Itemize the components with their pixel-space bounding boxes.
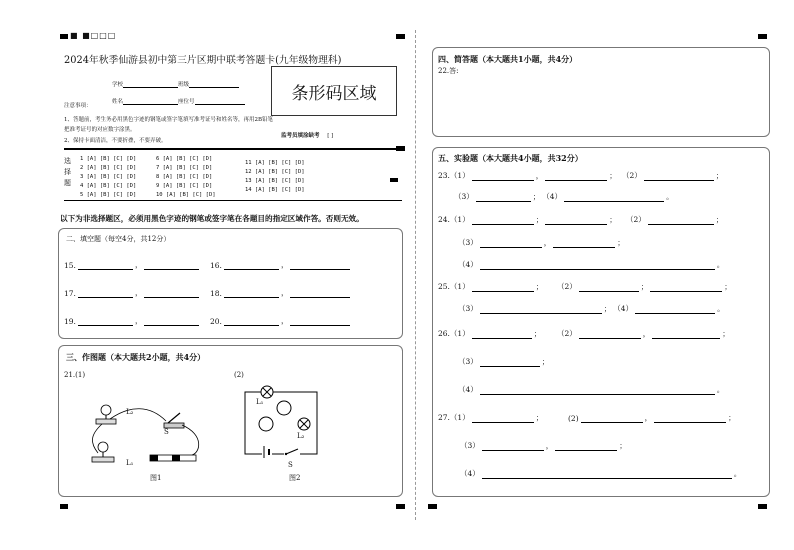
answer-25-3[interactable]: （3） ； （4） 。 [458,304,725,313]
alignment-mark [758,504,767,509]
separator [64,200,402,201]
answer-25-2[interactable]: （2） ； ； [557,282,732,291]
section-3-title: 三、作图题（本大题共2小题，共4分） [66,352,206,362]
alignment-mark [396,504,405,509]
figure-2-schematic[interactable] [240,380,330,470]
fig2-l1-label: L₁ [256,398,264,406]
fold-line [415,30,416,520]
answer-27-1[interactable]: 27.（1） ； [438,413,544,422]
alignment-mark [758,34,767,39]
figure-2-caption: 图2 [289,474,301,482]
proctor-label: 监考员填涂缺考 [ ] [281,133,334,139]
answer-24-3[interactable]: （3） ， ； [458,238,625,247]
answer-25-1[interactable]: 25.（1） ； [438,282,544,291]
barcode-area: 条形码区域 [271,66,397,116]
answer-20[interactable]: 20. ， [210,315,350,326]
answer-26-4[interactable]: （4） 。 [458,385,725,394]
separator [64,148,402,150]
answer-24-4[interactable]: （4） 。 [458,260,725,269]
choice-col-2[interactable]: 6 [A] [B] [C] [D] 7 [A] [B] [C] [D] 8 [A] [B] [C] [D] 9 [A] [B] [C] [D] 10 [A] [B] [C] [D] [156,156,216,198]
answer-27-2[interactable]: (2) ， ； [568,413,736,423]
alignment-mark [60,34,68,39]
alignment-mark [396,34,405,39]
non-choice-notice: 以下为非选择题区，必须用黑色字迹的钢笔或签字笔在各题目的指定区域作答。否则无效。 [60,214,364,223]
answer-27-3[interactable]: （3） ， ； [460,441,627,450]
fig2-l2-label: L₂ [297,432,305,440]
answer-23-1[interactable]: 23.（1） ， ； [438,171,617,180]
answer-16[interactable]: 16. ， [210,259,350,270]
fig1-l2-label: L₂ [126,408,134,416]
fig2-s-label: S [288,461,293,469]
corner-boxes: ■ ■□□□ [70,31,117,40]
page-title: 2024年秋季仙游县初中第三片区期中联考答题卡(九年级物理科) [64,55,342,66]
note-1: 1、答题前，考生务必用黑色字迹的钢笔或签字笔填写准考证号和姓名等，再用2B铅笔把准考证号的对应数字涂黑。 [64,117,274,133]
absent-checkbox[interactable]: [ ] [327,133,334,139]
notes-title: 注意事项： [64,103,92,109]
fig1-l1-label: L₁ [126,459,134,467]
answer-15[interactable]: 15. ， [64,259,199,270]
answer-23-3[interactable]: （3） ； （4） 。 [454,192,674,201]
choice-col-1[interactable]: 1 [A] [B] [C] [D] 2 [A] [B] [C] [D] 3 [A] [B] [C] [D] 4 [A] [B] [C] [D] 5 [A] [B] [C] [D] [80,156,137,198]
answer-26-2[interactable]: （2） ， ； [557,329,730,338]
q22-label[interactable]: 22.答: [438,67,459,75]
answer-17[interactable]: 17. ， [64,287,199,298]
choice-label: 选 择 题 [64,157,71,187]
alignment-mark [60,504,68,509]
fig1-s-label: S [164,428,169,436]
q21-part2-label: (2) [234,371,244,379]
section-2-title: 二、填空题（每空4分，共12分） [66,235,171,243]
answer-26-1[interactable]: 26.（1） ； [438,329,542,338]
school-field[interactable]: 学校 班级 [112,80,239,88]
answer-26-3[interactable]: （3） ； [458,357,550,366]
answer-23-2[interactable]: （2） ； [622,171,724,180]
note-2: 2、保持卡面清洁，不要折叠，不要弄破。 [64,138,167,144]
answer-27-4[interactable]: （4） 。 [460,469,742,478]
answer-24-2[interactable]: （2） ； [626,215,724,224]
name-field[interactable]: 姓名 座位号 [112,97,245,105]
figure-1-circuit[interactable] [80,395,210,470]
section-5-title: 五、实验题（本大题共4小题，共32分） [438,153,583,163]
alignment-mark [390,178,398,182]
alignment-mark [428,504,437,509]
section-4-title: 四、简答题（本大题共1小题，共4分） [438,54,578,64]
answer-19[interactable]: 19. ， [64,315,199,326]
answer-24-1[interactable]: 24.（1） ； ； [438,215,617,224]
q21-label: 21.(1) [64,371,86,379]
figure-1-caption: 图1 [150,474,162,482]
answer-18[interactable]: 18. ， [210,287,350,298]
choice-col-3[interactable]: 11 [A] [B] [C] [D] 12 [A] [B] [C] [D] 13 [A] [B] [C] [D] 14 [A] [B] [C] [D] [245,160,305,193]
